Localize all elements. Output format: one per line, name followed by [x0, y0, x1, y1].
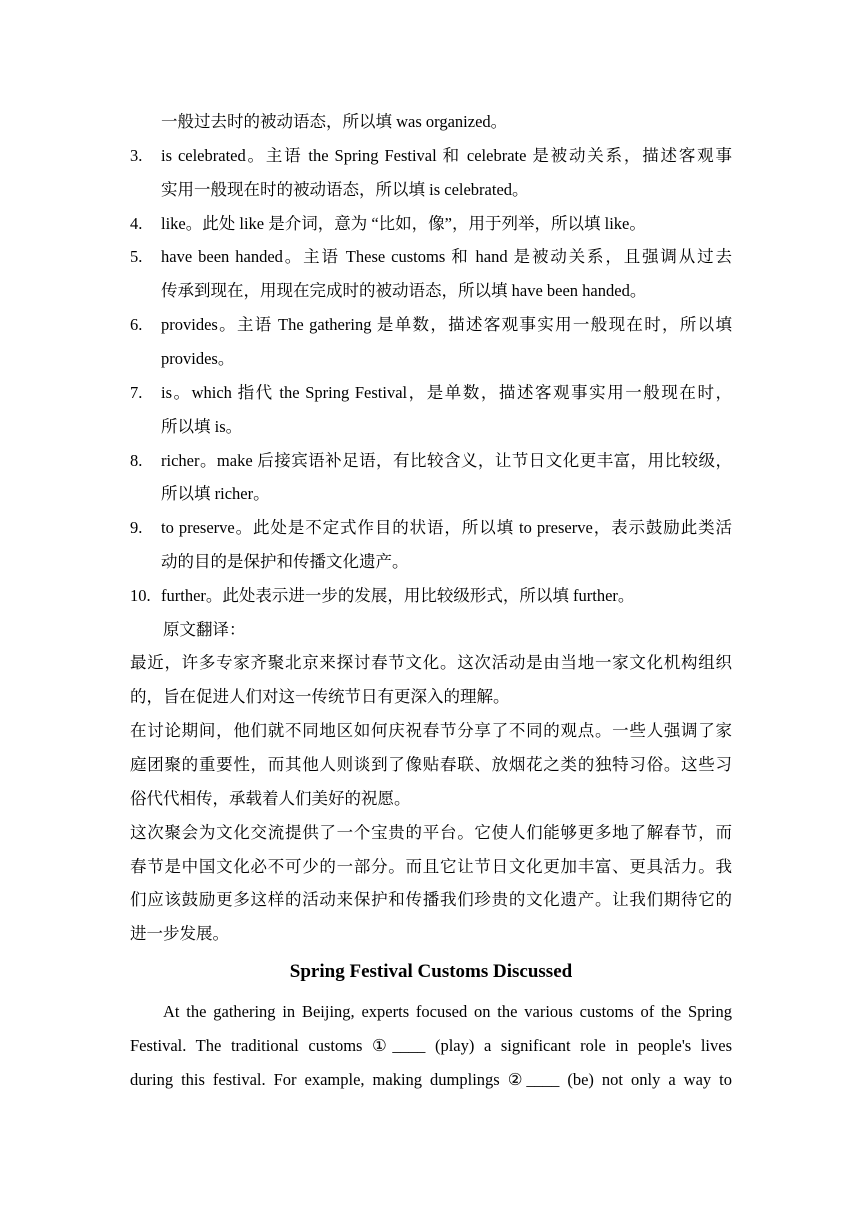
answer-number: 3.	[130, 146, 143, 165]
answer-line: is celebrated。主语 the Spring Festival 和 celebrate 是被动关系，描述客观事	[161, 146, 732, 165]
translation-heading: 原文翻译：	[163, 620, 246, 639]
answer-line: have been handed。主语 These customs 和 hand 是被动关系，且强调从过去	[161, 247, 732, 266]
translation-line: 这次聚会为文化交流提供了一个宝贵的平台。它使人们能够更多地了解春节，而	[130, 823, 732, 842]
translation-line: 最近，许多专家齐聚北京来探讨春节文化。这次活动是由当地一家文化机构组织	[130, 653, 732, 672]
answer-line: is。which 指代 the Spring Festival，是单数，描述客观事实用一般现在时，	[161, 383, 732, 402]
answer-line: further。此处表示进一步的发展，用比较级形式，所以填 further。	[161, 586, 635, 605]
answer-number: 7.	[130, 383, 143, 402]
answer-2-continuation: 一般过去时的被动语态，所以填 was organized。	[161, 112, 508, 131]
answer-line: provides。主语 The gathering 是单数，描述客观事实用一般现在时，所以填	[161, 315, 732, 334]
answer-number: 4.	[130, 214, 143, 233]
answer-number: 6.	[130, 315, 143, 334]
translation-line: 们应该鼓励更多这样的活动来保护和传播我们珍贵的文化遗产。让我们期待它的	[130, 890, 732, 909]
translation-line: 俗代代相传，承载着人们美好的祝愿。	[130, 789, 411, 808]
translation-line: 进一步发展。	[130, 924, 229, 943]
answer-number: 10.	[130, 586, 151, 605]
answer-line: provides。	[161, 349, 235, 368]
answer-line: 传承到现在，用现在完成时的被动语态，所以填 have been handed。	[161, 281, 647, 300]
translation-line: 在讨论期间，他们就不同地区如何庆祝春节分享了不同的观点。一些人强调了家	[130, 721, 732, 740]
answer-line: to preserve。此处是不定式作目的状语，所以填 to preserve，表示鼓励此类活	[161, 518, 732, 537]
answer-number: 8.	[130, 451, 143, 470]
answer-line: 所以填 richer。	[161, 484, 270, 503]
translation-line: 春节是中国文化必不可少的一部分。而且它让节日文化更加丰富、更具活力。我	[130, 857, 732, 876]
translation-line: 的，旨在促进人们对这一传统节日有更深入的理解。	[130, 687, 510, 706]
answer-line: richer。make 后接宾语补足语，有比较含义，让节日文化更丰富，用比较级，	[161, 451, 732, 470]
answer-number: 9.	[130, 518, 143, 537]
passage-line: during this festival. For example, making dumplings ②____ (be) not only a way to	[130, 1070, 732, 1089]
translation-line: 庭团聚的重要性，而其他人则谈到了像贴春联、放烟花之类的独特习俗。这些习	[130, 755, 732, 774]
passage-line: Festival. The traditional customs ①____ (play) a significant role in people's lives	[130, 1036, 732, 1055]
answer-number: 5.	[130, 247, 143, 266]
passage-line: At the gathering in Beijing, experts focused on the various customs of the Spring	[163, 1002, 732, 1021]
answer-line: 所以填 is。	[161, 417, 243, 436]
answer-line: 动的目的是保护和传播文化遗产。	[161, 552, 409, 571]
answer-line: like。此处 like 是介词，意为 “比如，像”，用于列举，所以填 like。	[161, 214, 646, 233]
passage-title: Spring Festival Customs Discussed	[289, 961, 573, 982]
answer-line: 实用一般现在时的被动语态，所以填 is celebrated。	[161, 180, 529, 199]
